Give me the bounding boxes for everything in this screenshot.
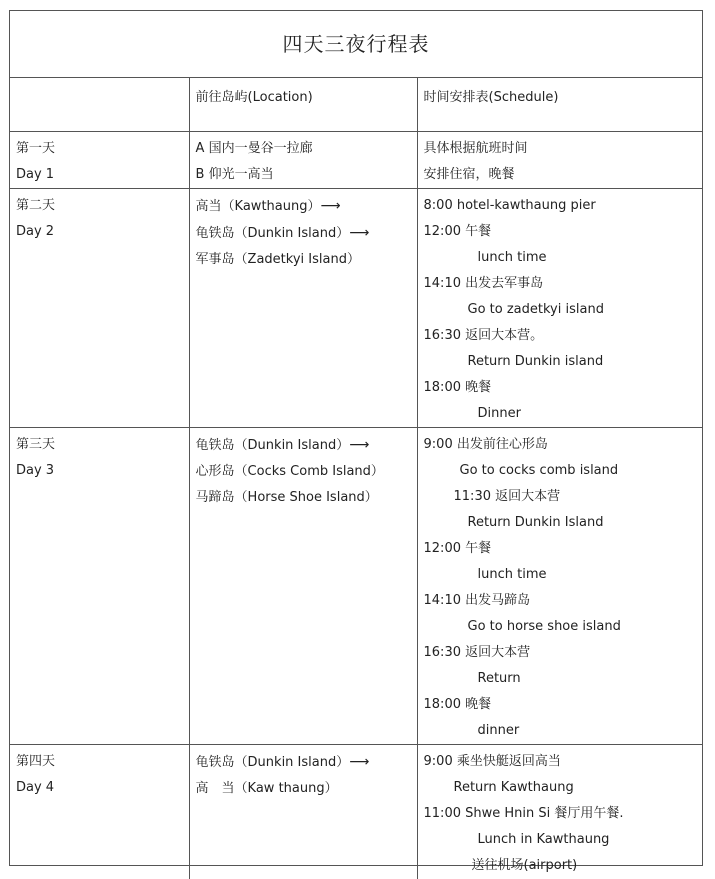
location-item: 龟铁岛（Dunkin Island）⟶ bbox=[196, 220, 411, 247]
location-item: 高 当（Kaw thaung） bbox=[196, 776, 411, 802]
schedule-item: 12:00 午餐 bbox=[424, 219, 696, 245]
schedule-item: Dinner bbox=[424, 401, 696, 427]
location-cell bbox=[189, 428, 417, 745]
location-item: 军事岛（Zadetkyi Island） bbox=[196, 247, 411, 273]
schedule-item: 16:30 返回大本营。 bbox=[424, 323, 696, 349]
schedule-item: 14:10 出发马蹄岛 bbox=[424, 588, 696, 614]
location-item: 马蹄岛（Horse Shoe Island） bbox=[196, 485, 411, 511]
schedule-item: Return Kawthaung bbox=[424, 775, 696, 801]
day-cell bbox=[10, 132, 189, 189]
day-label-en: Day 4 bbox=[16, 775, 183, 801]
schedule-item: Go to zadetkyi island bbox=[424, 297, 696, 323]
location-item: 龟铁岛（Dunkin Island）⟶ bbox=[196, 749, 411, 776]
day-cell bbox=[10, 189, 189, 428]
schedule-item: Return bbox=[424, 666, 696, 692]
header-location: 前往岛屿(Location) bbox=[189, 77, 417, 132]
schedule-item: 18:00 晚餐 bbox=[424, 375, 696, 401]
schedule-item: 9:00 乘坐快艇返回高当 bbox=[424, 749, 696, 775]
day-row bbox=[10, 745, 702, 879]
header-row bbox=[10, 77, 702, 132]
header-schedule: 时间安排表(Schedule) bbox=[417, 77, 702, 132]
arrow-right-icon: ⟶ bbox=[349, 437, 369, 453]
day-row bbox=[10, 132, 702, 189]
arrow-right-icon: ⟶ bbox=[349, 754, 369, 770]
schedule-cell bbox=[417, 132, 702, 189]
day-cell bbox=[10, 745, 189, 879]
location-item: 高当（Kawthaung）⟶ bbox=[196, 193, 411, 220]
schedule-item: Return Dunkin Island bbox=[424, 510, 696, 536]
location-cell bbox=[189, 745, 417, 879]
itinerary-grid bbox=[10, 77, 702, 879]
location-cell bbox=[189, 132, 417, 189]
schedule-item: 送往机场(airport) bbox=[424, 853, 696, 879]
day-label-cn: 第一天 bbox=[16, 136, 183, 162]
schedule-item: 18:00 晚餐 bbox=[424, 692, 696, 718]
schedule-item: 12:00 午餐 bbox=[424, 536, 696, 562]
day-label-cn: 第二天 bbox=[16, 193, 183, 219]
day-cell bbox=[10, 428, 189, 745]
schedule-item: 8:00 hotel-kawthaung pier bbox=[424, 193, 696, 219]
schedule-item: 14:10 出发去军事岛 bbox=[424, 271, 696, 297]
schedule-item: 11:00 Shwe Hnin Si 餐厅用午餐. bbox=[424, 801, 696, 827]
arrow-right-icon: ⟶ bbox=[349, 225, 369, 241]
day-row bbox=[10, 189, 702, 428]
location-item: 龟铁岛（Dunkin Island）⟶ bbox=[196, 432, 411, 459]
day-label-cn: 第四天 bbox=[16, 749, 183, 775]
location-item: B 仰光一高当 bbox=[196, 162, 411, 188]
schedule-item: 9:00 出发前往心形岛 bbox=[424, 432, 696, 458]
day-label-cn: 第三天 bbox=[16, 432, 183, 458]
table-title: 四天三夜行程表 bbox=[10, 11, 702, 78]
location-item: 心形岛（Cocks Comb Island） bbox=[196, 459, 411, 485]
location-cell bbox=[189, 189, 417, 428]
schedule-cell bbox=[417, 189, 702, 428]
day-row bbox=[10, 428, 702, 745]
schedule-item: 具体根据航班时间 bbox=[424, 136, 696, 162]
location-item: A 国内一曼谷一拉廊 bbox=[196, 136, 411, 162]
schedule-item: Return Dunkin island bbox=[424, 349, 696, 375]
schedule-item: 16:30 返回大本营 bbox=[424, 640, 696, 666]
schedule-cell bbox=[417, 428, 702, 745]
day-label-en: Day 3 bbox=[16, 458, 183, 484]
schedule-item: lunch time bbox=[424, 562, 696, 588]
schedule-item: 安排住宿，晚餐 bbox=[424, 162, 696, 188]
schedule-item: Lunch in Kawthaung bbox=[424, 827, 696, 853]
day-label-en: Day 1 bbox=[16, 162, 183, 188]
schedule-item: lunch time bbox=[424, 245, 696, 271]
schedule-item: dinner bbox=[424, 718, 696, 744]
schedule-cell bbox=[417, 745, 702, 879]
schedule-item: Go to cocks comb island bbox=[424, 458, 696, 484]
schedule-item: 11:30 返回大本营 bbox=[424, 484, 696, 510]
schedule-item: Go to horse shoe island bbox=[424, 614, 696, 640]
header-day-cell bbox=[10, 77, 189, 132]
arrow-right-icon: ⟶ bbox=[320, 198, 340, 214]
itinerary-table bbox=[9, 10, 703, 866]
day-label-en: Day 2 bbox=[16, 219, 183, 245]
